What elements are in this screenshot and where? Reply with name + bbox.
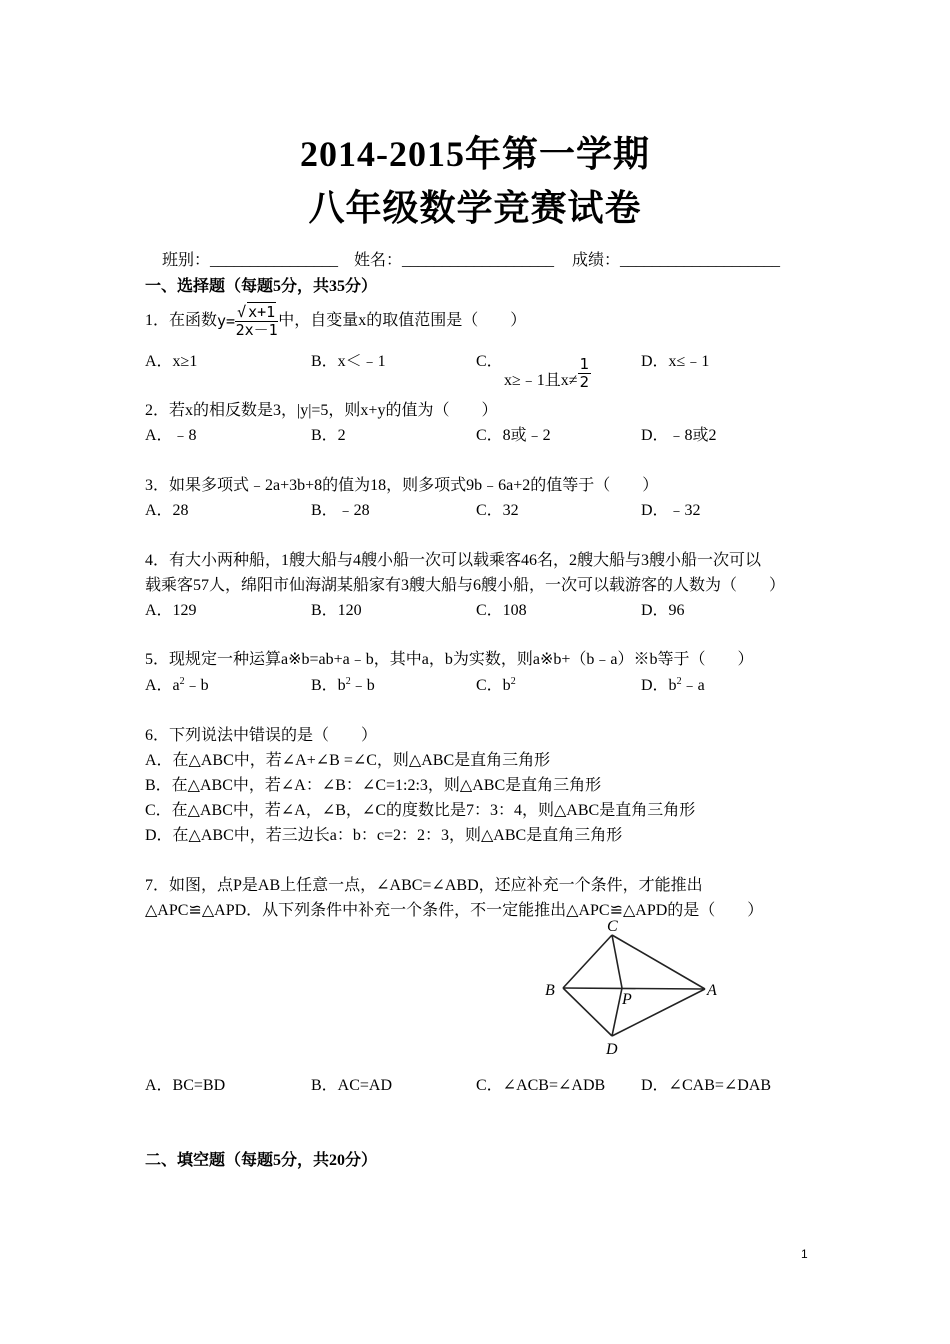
score-label: 成绩： — [572, 252, 621, 269]
q7-option-a: A．BC=BD — [145, 1077, 226, 1094]
section-1-heading: 一、选择题（每题5分，共35分） — [145, 278, 378, 295]
question-6-stem: 6．下列说法中错误的是（ ） — [145, 727, 378, 744]
label-p: P — [622, 991, 632, 1008]
line-pd — [612, 988, 622, 1036]
line-bd — [563, 988, 612, 1036]
q6-option-a: A．在△ABC中，若∠A+∠B =∠C，则△ABC是直角三角形 — [145, 752, 551, 769]
q1-option-d: D．x≤﹣1 — [641, 353, 710, 370]
q1-func-y: y= — [217, 312, 236, 330]
label-a: A — [707, 982, 717, 999]
q1-suffix: 中，自变量x的取值范围是（ ） — [278, 312, 527, 329]
q3-option-a: A．28 — [145, 502, 189, 519]
question-5-stem: 5．现规定一种运算a※b=ab+a﹣b，其中a，b为实数，则a※b+（b﹣a）※b等于（ ） — [145, 651, 754, 668]
q6-option-c: C．在△ABC中，若∠A，∠B，∠C的度数比是7：3：4，则△ABC是直角三角形 — [145, 802, 696, 819]
q5-option-a: A．$a^2﹣b$ — [145, 676, 209, 694]
q1-c-den: 2 — [579, 372, 590, 391]
q5-option-d: D．$b^2﹣a$ — [641, 676, 705, 694]
q1-prefix: 1．在函数 — [145, 312, 218, 329]
q1-option-b: B．x＜﹣1 — [311, 353, 386, 370]
line-cp — [612, 935, 622, 988]
score-blank: ____________________ — [620, 252, 781, 269]
q6-option-d: D．在△ABC中，若三边长a：b：c=2：2：3，则△ABC是直角三角形 — [145, 827, 623, 844]
q6-option-b: B．在△ABC中，若∠A：∠B：∠C=1:2:3，则△ABC是直角三角形 — [145, 777, 602, 794]
q3-option-b: B．﹣28 — [311, 502, 370, 519]
title-line-1: 2014-2015年第一学期 — [300, 134, 650, 174]
line-bc — [563, 935, 612, 988]
question-7-line-2: △APC≌△APD．从下列条件中补充一个条件，不一定能推出△APC≌△APD的是（ ） — [145, 902, 764, 919]
label-b: B — [545, 982, 555, 999]
question-4-line-1: 4．有大小两种船，1艘大船与4艘小船一次可以载乘客46名，2艘大船与3艘小船一次可以 — [145, 552, 762, 569]
q1-denominator: 2x－1 — [235, 320, 278, 339]
question-1-stem — [145, 298, 526, 344]
q3-option-c: C．32 — [476, 502, 519, 519]
q1-numerator: x+1 — [248, 302, 276, 321]
q4-option-c: C．108 — [476, 602, 527, 619]
class-blank: ________________ — [210, 252, 339, 269]
line-ca — [612, 935, 705, 989]
label-d: D — [606, 1041, 618, 1058]
q7-option-c: C．∠ACB=∠ADB — [476, 1077, 606, 1094]
q2-option-a: A．﹣8 — [145, 427, 197, 444]
title-line-2: 八年级数学竞赛试卷 — [308, 188, 642, 228]
q1-option-c-label: C． — [476, 353, 503, 370]
q5-option-b: B．$b^2﹣b$ — [311, 676, 375, 694]
question-7-line-1: 7．如图，点P是AB上任意一点，∠ABC=∠ABD，还应补充一个条件，才能推出 — [145, 877, 703, 894]
q2-option-b: B．2 — [311, 427, 346, 444]
question-2-stem: 2．若x的相反数是3，|y|=5，则x+y的值为（ ） — [145, 402, 498, 419]
q1-fraction — [235, 304, 278, 339]
q5-option-c: C．$b^2$ — [476, 676, 516, 694]
q1-option-a: A．x≥1 — [145, 353, 198, 370]
q7-option-d: D．∠CAB=∠DAB — [641, 1077, 772, 1094]
name-blank: ___________________ — [402, 252, 555, 269]
q2-option-d: D．﹣8或2 — [641, 427, 717, 444]
question-3-stem: 3．如果多项式﹣2a+3b+8的值为18，则多项式9b﹣6a+2的值等于（ ） — [145, 477, 659, 494]
q3-option-d: D．﹣32 — [641, 502, 701, 519]
line-ba — [563, 988, 705, 989]
q4-option-d: D．96 — [641, 602, 685, 619]
question-4-line-2: 载乘客57人，绵阳市仙海湖某船家有3艘大船与6艘小船，一次可以载游客的人数为（ ） — [145, 577, 786, 594]
label-c: C — [607, 918, 618, 935]
class-label: 班别： — [162, 252, 211, 269]
q1-option-c-fraction — [578, 356, 592, 391]
q2-option-c: C．8或﹣2 — [476, 427, 551, 444]
page-number: 1 — [801, 1247, 808, 1261]
sqrt-icon: √ — [237, 302, 247, 321]
q1-option-c-text: x≥﹣1且x≠ — [504, 372, 578, 389]
q7-geometry-figure — [530, 915, 730, 1060]
q1-c-num: 1 — [579, 354, 590, 373]
info-line — [162, 251, 780, 271]
q7-option-b: B．AC=AD — [311, 1077, 393, 1094]
name-label: 姓名： — [354, 252, 403, 269]
q1-option-c — [504, 352, 591, 394]
q4-option-b: B．120 — [311, 602, 362, 619]
q4-option-a: A．129 — [145, 602, 197, 619]
section-2-heading: 二、填空题（每题5分，共20分） — [145, 1152, 378, 1169]
